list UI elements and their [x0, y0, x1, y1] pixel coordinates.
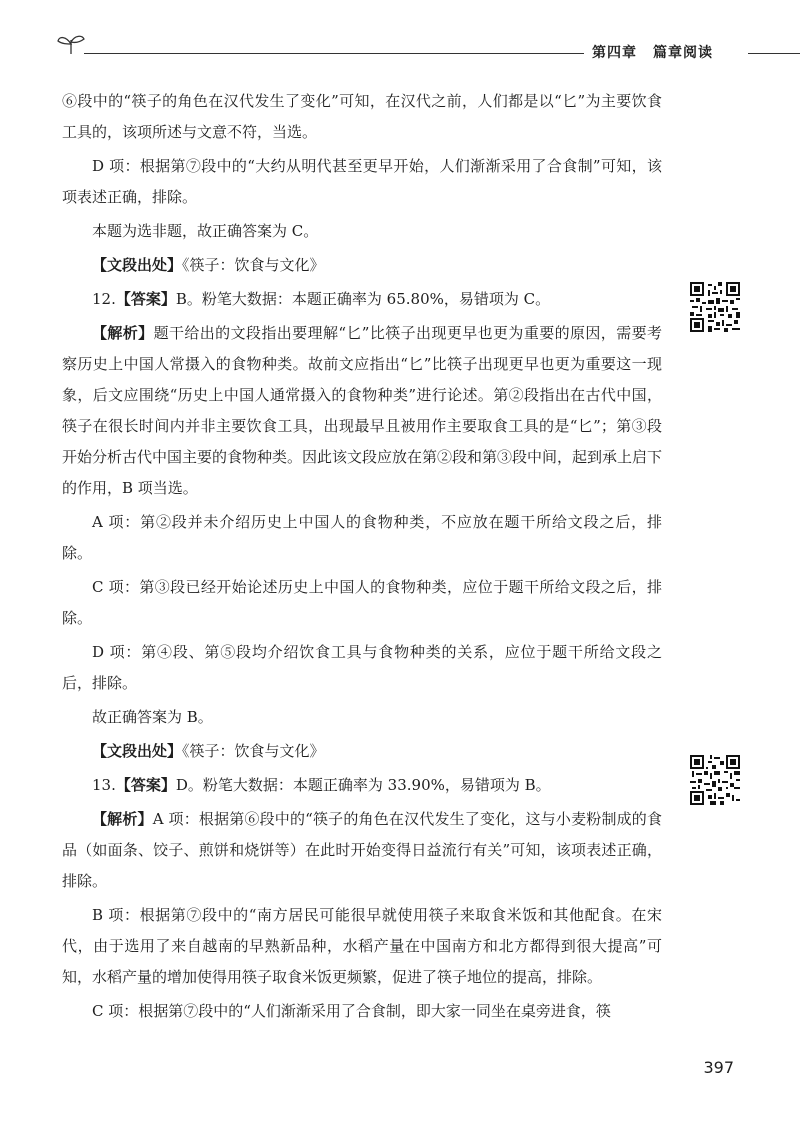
analysis-label: 【解析】 [92, 324, 154, 342]
sprout-icon [56, 32, 86, 56]
q12-option-d: D 项：第④段、第⑤段均介绍饮食工具与食物种类的关系，应位于题干所给文段之后，排除。 [62, 643, 662, 692]
chapter-title [592, 42, 713, 62]
paragraph-d-option: D 项：根据第⑦段中的“大约从明代甚至更早开始，人们渐渐采用了合食制”可知，该项表述正确，排除。 [62, 157, 662, 206]
q12-conclusion: 故正确答案为 B。 [92, 708, 213, 726]
source-citation [62, 250, 662, 281]
q12-answer [62, 284, 662, 315]
qr-code-icon[interactable] [690, 755, 740, 805]
q13-answer-text: D。粉笔大数据：本题正确率为 33.90%，易错项为 B。 [175, 776, 551, 794]
source-title: 《筷子：饮食与文化》 [182, 742, 325, 760]
source-title: 《筷子：饮食与文化》 [182, 256, 325, 274]
q13-analysis [62, 804, 662, 897]
chapter-label: 第四章 [592, 45, 637, 61]
q12-answer-text: B。粉笔大数据：本题正确率为 65.80%，易错项为 C。 [175, 290, 551, 308]
q12-analysis [62, 318, 662, 504]
q13-option-c: C 项：根据第⑦段中的“人们渐渐采用了合食制，即大家一同坐在桌旁进食，筷 [92, 1002, 611, 1020]
answer-label: 【答案】 [115, 776, 176, 794]
answer-explanations [62, 86, 662, 1027]
qr-code-icon[interactable] [690, 282, 740, 332]
source-citation [62, 736, 662, 767]
section-label: 篇章阅读 [653, 45, 713, 61]
q12-analysis-text: 题干给出的文段指出要理解“匕”比筷子出现更早也更为重要的原因，需要考察历史上中国人常摄入的食物种类。故前文应指出“匕”比筷子出现更早也更为重要这一现象，后文应围绕“历史上中国人通常摄入的食物种类”进行论述。第②段指出在古代中国，筷子在很长时间内并非主要饮食工具，出现最早且被用作主要取食工具的是“匕”；第③段开始分析古代中国主要的食物种类。因此该文段应放在第②段和第③段中间，起到承上启下的作用，B 项当选。 [62, 324, 663, 497]
running-header [0, 28, 800, 68]
header-rule-right [748, 53, 800, 54]
q13-option-b: B 项：根据第⑦段中的“南方居民可能很早就使用筷子来取食米饭和其他配食。在宋代，由于选用了来自越南的早熟新品种，水稻产量在中国南方和北方都得到很大提高”可知，水稻产量的增加使得用筷子取食米饭更频繁，促进了筷子地位的提高，排除。 [62, 906, 662, 986]
q13-analysis-text: A 项：根据第⑥段中的“筷子的角色在汉代发生了变化，这与小麦粉制成的食品（如面条、饺子、煎饼和烧饼等）在此时开始变得日益流行有关”可知，该项表述正确，排除。 [62, 810, 662, 890]
source-label: 【文段出处】 [92, 256, 183, 274]
header-rule-left [84, 53, 584, 54]
paragraph-answer-c: 本题为选非题，故正确答案为 C。 [92, 222, 319, 240]
q13-number: 13. [92, 776, 116, 794]
q13-answer [62, 770, 662, 801]
q12-option-c: C 项：第③段已经开始论述历史上中国人的食物种类，应位于题干所给文段之后，排除。 [62, 578, 662, 627]
analysis-label: 【解析】 [92, 810, 153, 828]
q12-option-a: A 项：第②段并未介绍历史上中国人的食物种类，不应放在题干所给文段之后，排除。 [62, 513, 662, 562]
source-label: 【文段出处】 [92, 742, 183, 760]
q12-number: 12. [92, 290, 116, 308]
paragraph-c-option-end: ⑥段中的“筷子的角色在汉代发生了变化”可知，在汉代之前，人们都是以“匕”为主要饮食工具的，该项所述与文意不符，当选。 [62, 92, 662, 141]
answer-label: 【答案】 [115, 290, 176, 308]
page-number: 397 [703, 1058, 734, 1077]
